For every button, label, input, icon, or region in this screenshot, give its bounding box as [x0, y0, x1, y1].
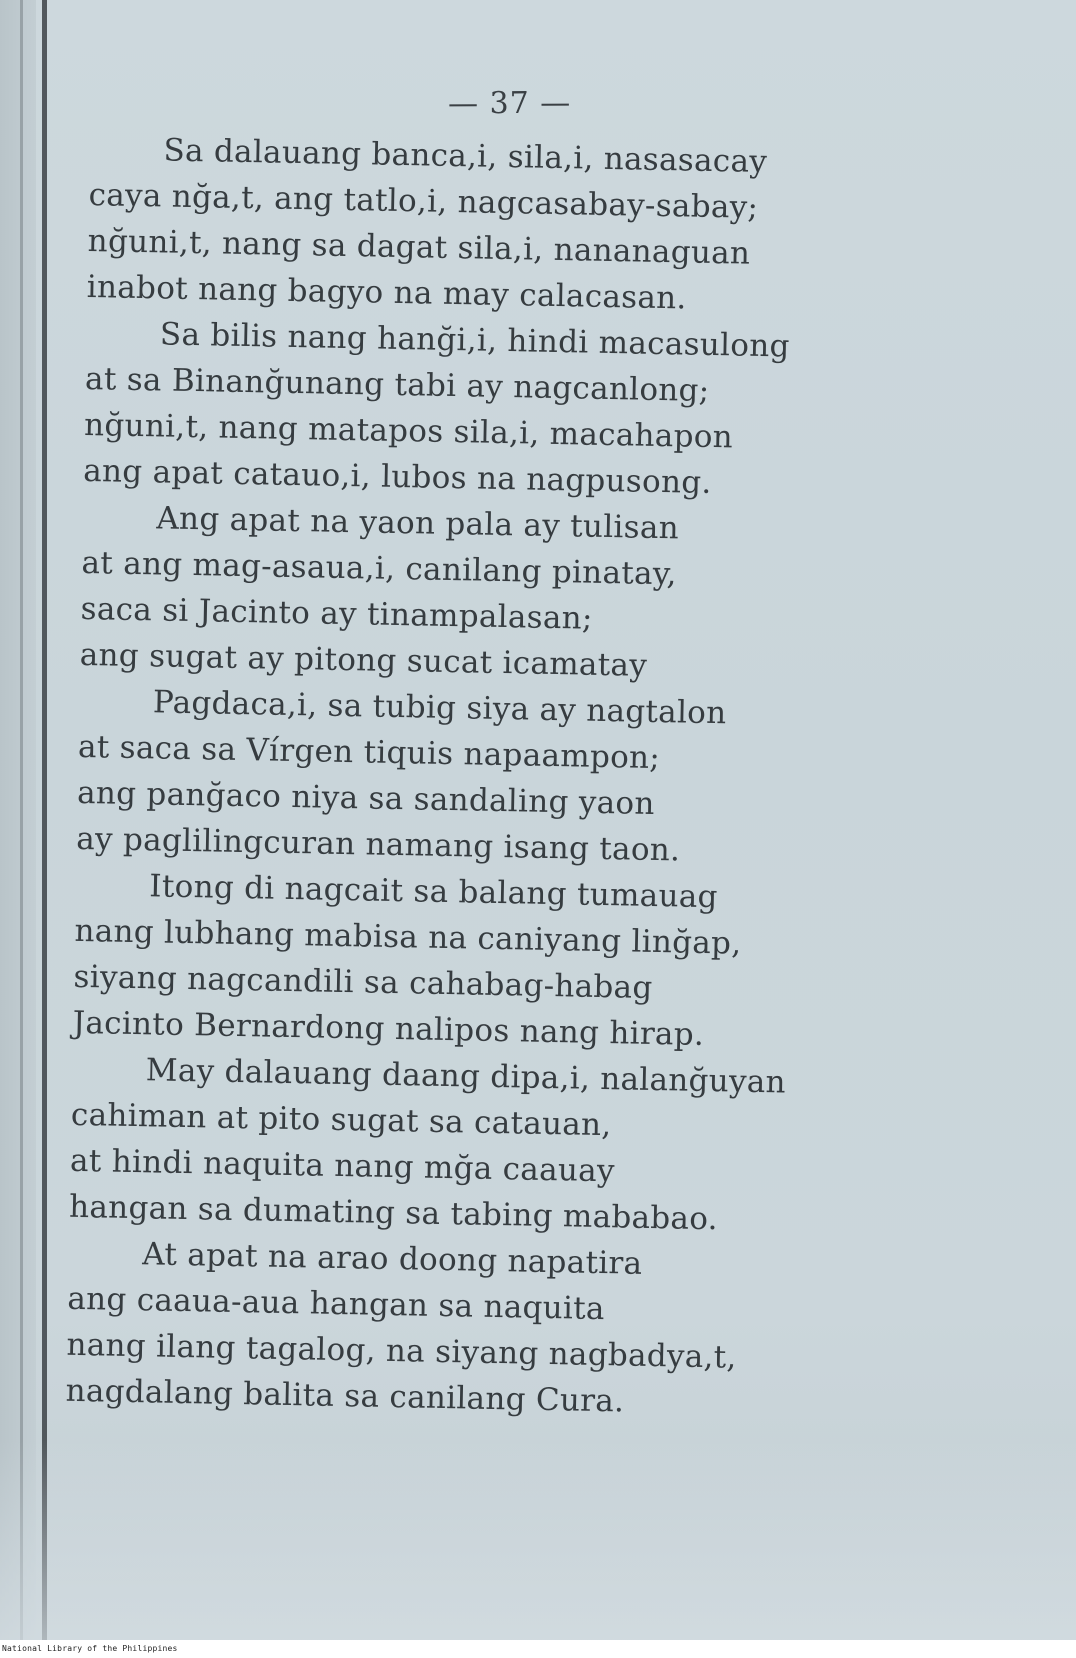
text-line: Itong di nagcait sa balang tumauag	[149, 868, 719, 916]
text-line: Sa bilis nang hanği,i, hindi macasulong	[159, 316, 791, 365]
text-line: Sa dalauang banca,i, sila,i, nasasacay	[163, 132, 768, 181]
text-line: nang ilang tagalog, na siyang nagbadya,t,	[66, 1326, 737, 1376]
text-line: nang lubhang mabisa na caniyang linğap,	[74, 912, 742, 962]
text-line: At apat na arao doong napatira	[141, 1236, 643, 1282]
text-line: ang panğaco niya sa sandaling yaon	[76, 774, 656, 822]
library-credit: National Library of the Philippines	[2, 1644, 178, 1653]
text-line: ay paglilingcuran namang isang taon.	[75, 820, 681, 869]
text-line: at ang mag-asaua,i, canilang pinatay,	[81, 544, 678, 593]
text-line: ang caaua-aua hangan sa naquita	[67, 1280, 606, 1328]
text-line: nagdalang balita sa canilang Cura.	[65, 1372, 625, 1420]
text-line: at hindi naquita nang mğa caauay	[69, 1142, 616, 1190]
text-line: May dalauang daang dipa,i, nalanğuyan	[145, 1052, 787, 1101]
page-number: — 37 —	[447, 85, 572, 122]
text-line: hangan sa dumating sa tabing mababao.	[68, 1188, 719, 1238]
text-line: at sa Binanğunang tabi ay nagcanlong;	[84, 360, 710, 409]
text-line: inabot nang bagyo na may calacasan.	[86, 268, 687, 317]
text-line: Pagdaca,i, sa tubig siya ay nagtalon	[152, 684, 727, 732]
binding-edge	[0, 0, 36, 1640]
text-line: Jacinto Bernardong nalipos nang hirap.	[72, 1004, 705, 1053]
text-line: saca si Jacinto ay tinampalasan;	[80, 590, 594, 637]
text-line: siyang nagcandili sa cahabag-habag	[73, 958, 653, 1006]
text-line: Ang apat na yaon pala ay tulisan	[156, 500, 680, 547]
binding-shadow-line	[20, 0, 23, 1640]
text-line: ang apat catauo,i, lubos na nagpusong.	[82, 452, 712, 501]
text-line: at saca sa Vírgen tiquis napaampon;	[77, 728, 661, 777]
text-line: nğuni,t, nang matapos sila,i, macahapon	[83, 406, 734, 456]
text-line: cahiman at pito sugat sa catauan,	[70, 1096, 612, 1144]
text-line: nğuni,t, nang sa dagat sila,i, nananaguan	[87, 222, 751, 272]
poem-text	[0, 122, 1000, 1420]
text-line: caya nğa,t, ang tatlo,i, nagcasabay-sabay;	[88, 176, 759, 226]
binding-rule	[42, 0, 47, 1640]
text-line: ang sugat ay pitong sucat icamatay	[79, 636, 648, 684]
